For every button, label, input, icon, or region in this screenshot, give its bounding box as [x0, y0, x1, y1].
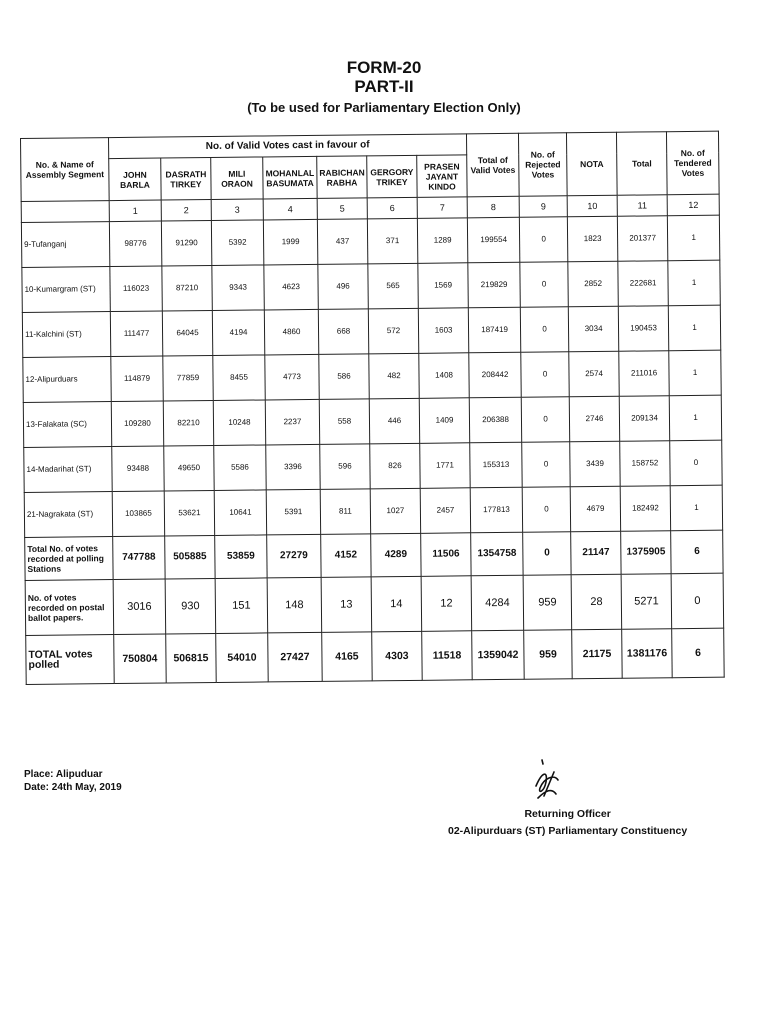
table-cell: 54010 [216, 633, 269, 683]
table-cell: 6 [672, 628, 725, 678]
candidate-header: GERGORY TRIKEY [367, 155, 417, 198]
table-cell: 505885 [165, 535, 215, 579]
table-cell: 2574 [569, 351, 619, 397]
table-cell: 565 [368, 263, 418, 309]
table-cell: 4860 [264, 309, 318, 355]
table-cell: 5271 [621, 574, 672, 630]
table-cell: 0 [671, 573, 724, 629]
table-cell: 208442 [469, 352, 521, 398]
table-cell: 0 [522, 442, 570, 488]
table-cell: 93488 [112, 446, 164, 492]
table-cell: 668 [318, 309, 368, 355]
table-cell: 3396 [266, 444, 320, 490]
table-cell: 222681 [618, 261, 668, 307]
table-cell: 21147 [571, 531, 621, 575]
signature-mark [528, 758, 568, 802]
table-cell: 116023 [110, 266, 162, 312]
table-cell: 572 [368, 308, 418, 354]
table-cell: 1999 [263, 219, 317, 265]
table-cell: 2457 [420, 488, 471, 534]
table-cell: 959 [523, 575, 572, 630]
table-cell: 182492 [620, 486, 670, 532]
table-cell: 596 [320, 444, 370, 490]
table-cell: 53621 [164, 490, 214, 536]
table-cell: 750804 [114, 634, 167, 684]
table-cell: 0 [670, 440, 722, 486]
segment-name: 13-Falakata (SC) [23, 402, 111, 448]
table-cell: 187419 [468, 307, 520, 353]
table-cell: 371 [367, 218, 417, 264]
table-row [23, 350, 722, 402]
table-cell: 1027 [370, 488, 420, 534]
table-cell: 6 [671, 530, 723, 574]
table-cell: 148 [267, 577, 322, 633]
candidate-header: RABICHAN RABHA [317, 156, 367, 199]
table-cell: 49650 [164, 445, 214, 491]
table-cell: 482 [369, 353, 419, 399]
column-number: 6 [367, 197, 417, 219]
table-cell: 9343 [212, 265, 264, 311]
form-heading [0, 58, 768, 117]
table-cell: 2746 [569, 396, 619, 442]
table-cell: 114879 [111, 356, 163, 402]
table-cell: 1 [668, 305, 720, 351]
place-text: Place: Alipuduar [24, 769, 103, 780]
table-cell: 811 [320, 489, 370, 535]
table-cell: 4284 [471, 575, 524, 631]
table-cell: 0 [522, 487, 570, 533]
table-cell: 4679 [570, 486, 620, 532]
table-cell: 747788 [113, 536, 165, 580]
table-cell: 0 [520, 262, 568, 308]
table-cell: 4303 [372, 631, 423, 681]
form-title: FORM-20 [346, 58, 422, 77]
table-cell: 11506 [421, 533, 472, 577]
postal-ballot-row [25, 573, 724, 635]
segment-name: 14-Madarihat (ST) [24, 447, 112, 493]
table-cell: 53859 [215, 535, 267, 579]
results-table [20, 131, 725, 685]
column-number: 5 [317, 198, 367, 220]
officer-title: Returning Officer [524, 808, 611, 820]
candidate-header: MOHANLAL BASUMATA [263, 156, 317, 199]
table-cell: 1569 [418, 263, 469, 309]
table-cell: 0 [523, 532, 571, 576]
postal-ballot-label: No. of votes recorded on postal ballot papers. [25, 580, 114, 636]
column-number: 8 [467, 196, 519, 218]
table-cell: 151 [215, 578, 268, 634]
table-cell: 826 [370, 443, 420, 489]
table-cell: 1289 [417, 218, 468, 264]
officer-block [448, 806, 687, 840]
table-cell: 558 [319, 399, 369, 445]
table-cell: 496 [318, 264, 368, 310]
table-cell: 4773 [265, 354, 319, 400]
table-row [21, 215, 720, 267]
total-polling-label: Total No. of votes recorded at polling Stations [25, 537, 113, 581]
table-cell: 0 [519, 217, 567, 263]
table-row [24, 485, 723, 537]
table-cell: 64045 [162, 310, 212, 356]
table-cell: 1 [669, 350, 721, 396]
table-cell: 201377 [617, 216, 667, 262]
table-cell: 1 [669, 395, 721, 441]
valid-votes-header: No. of Valid Votes cast in favour of [109, 134, 467, 159]
table-cell: 8455 [213, 355, 265, 401]
table-cell: 1354758 [471, 532, 523, 576]
total-valid-header: Total of Valid Votes [467, 133, 520, 197]
table-cell: 446 [369, 398, 419, 444]
candidate-header: DASRATH TIRKEY [161, 158, 211, 201]
table-cell: 12 [421, 576, 472, 632]
table-cell: 27279 [267, 534, 321, 578]
table-cell: 5586 [214, 445, 266, 491]
table-cell: 1823 [567, 216, 617, 262]
table-cell: 21175 [572, 629, 623, 679]
table-cell: 211016 [619, 351, 669, 397]
table-cell: 1381176 [622, 629, 673, 679]
table-cell: 13 [321, 577, 372, 633]
table-cell: 586 [319, 354, 369, 400]
total-polled-row [26, 628, 725, 684]
table-cell: 109280 [111, 401, 163, 447]
date-text: Date: 24th May, 2019 [24, 782, 122, 793]
table-cell: 4289 [371, 533, 421, 577]
table-cell: 4623 [264, 264, 318, 310]
segment-name: 9-Tufanganj [21, 222, 109, 268]
table-cell: 4194 [212, 310, 264, 356]
column-number: 4 [263, 198, 317, 220]
table-cell: 4152 [321, 534, 371, 578]
table-cell: 1375905 [621, 531, 671, 575]
table-cell: 1 [668, 260, 720, 306]
form-subtitle: (To be used for Parliamentary Election Only) [247, 100, 521, 115]
column-number: 12 [667, 194, 719, 216]
table-cell: 959 [524, 630, 573, 679]
table-cell: 1771 [420, 443, 471, 489]
table-cell: 98776 [109, 221, 161, 267]
column-number: 1 [109, 200, 161, 222]
table-cell: 5391 [266, 489, 320, 535]
total-header: Total [617, 132, 668, 196]
table-cell: 3439 [570, 441, 620, 487]
table-cell: 77859 [163, 355, 213, 401]
table-cell: 3034 [568, 306, 618, 352]
table-cell: 930 [165, 578, 216, 634]
table-cell: 190453 [618, 306, 668, 352]
place-date-block [24, 768, 122, 794]
form-part: PART-II [354, 77, 414, 96]
table-cell: 87210 [162, 265, 212, 311]
table-cell: 0 [521, 397, 569, 443]
candidate-header: MILI ORAON [211, 157, 263, 200]
column-number: 3 [211, 199, 263, 221]
table-cell: 27427 [268, 632, 323, 682]
table-cell: 219829 [468, 262, 520, 308]
table-cell: 1 [667, 215, 719, 261]
table-cell: 506815 [166, 633, 217, 683]
table-cell: 206388 [469, 397, 521, 443]
table-row [22, 305, 721, 357]
total-polling-row [25, 530, 723, 580]
table-cell: 14 [371, 576, 422, 632]
segment-name: 11-Kalchini (ST) [22, 312, 110, 358]
table-cell: 2852 [568, 261, 618, 307]
table-cell: 3016 [113, 579, 166, 635]
table-row [23, 395, 722, 447]
table-cell: 2237 [265, 399, 319, 445]
table-cell: 4165 [322, 632, 373, 682]
table-cell: 1359042 [472, 630, 525, 680]
table-cell: 0 [520, 307, 568, 353]
table-cell: 5392 [211, 220, 263, 266]
table-cell: 111477 [110, 311, 162, 357]
rejected-header: No. of Rejected Votes [519, 133, 568, 196]
segment-name: 12-Alipurduars [23, 357, 111, 403]
table-cell: 437 [317, 219, 367, 265]
table-cell: 177813 [470, 487, 522, 533]
table-cell: 1603 [418, 308, 469, 354]
table-row [24, 440, 723, 492]
nota-header: NOTA [567, 132, 618, 196]
table-cell: 11518 [422, 631, 473, 681]
table-cell: 209134 [619, 396, 669, 442]
table-cell: 91290 [161, 221, 211, 267]
table-cell: 28 [571, 574, 622, 630]
column-number: 9 [519, 196, 567, 218]
table-cell: 1409 [419, 398, 470, 444]
table-cell: 155313 [470, 442, 522, 488]
column-number: 2 [161, 200, 211, 222]
table-cell: 10641 [214, 490, 266, 536]
table-cell: 103865 [112, 491, 164, 537]
segment-header: No. & Name of Assembly Segment [21, 138, 110, 202]
column-number: 11 [617, 195, 667, 217]
segment-name: 10-Kumargram (ST) [22, 267, 110, 313]
table-cell: 199554 [467, 217, 519, 263]
table-row [22, 260, 721, 312]
table-cell: 1408 [419, 353, 470, 399]
table-cell: 1 [670, 485, 722, 531]
column-number: 7 [417, 197, 467, 219]
tendered-header: No. of Tendered Votes [667, 131, 720, 195]
table-cell: 10248 [213, 400, 265, 446]
table-cell: 158752 [620, 441, 670, 487]
candidate-header: JOHN BARLA [109, 158, 161, 201]
column-number: 10 [567, 195, 617, 217]
constituency-text: 02-Alipurduars (ST) Parliamentary Constituency [448, 825, 688, 837]
candidate-header: PRASEN JAYANT KINDO [417, 155, 468, 198]
table-cell: 0 [521, 352, 569, 398]
total-polled-label: TOTAL votes polled [26, 635, 115, 685]
segment-name: 21-Nagrakata (ST) [24, 492, 112, 538]
table-cell: 82210 [163, 400, 213, 446]
